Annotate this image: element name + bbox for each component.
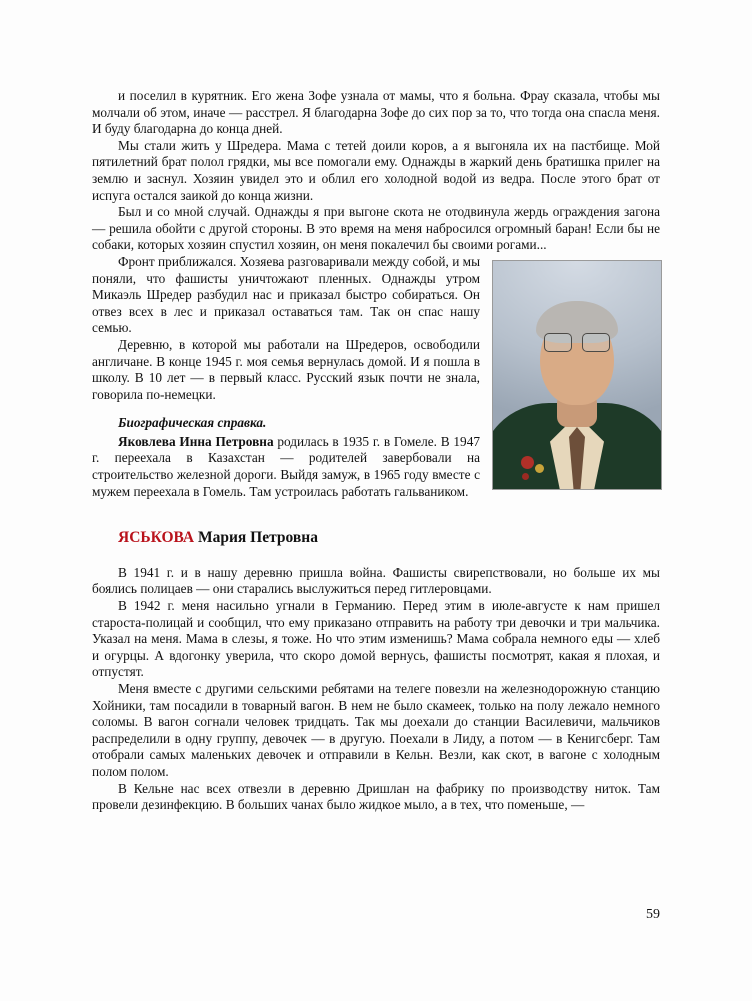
paragraph: Деревню, в которой мы работали на Шредеров, освободили англичане. В конце 1945 г. моя семья вернулась домой. И я пошла в школу. В 10 лет — в первый класс. Русский язык почти не знала, говорила по-немецки. (92, 336, 480, 402)
section-heading-given: Мария Петровна (197, 529, 318, 547)
paragraph: и поселил в курятник. Его жена Зофе узнала от мамы, что я больна. Фрау сказала, чтобы мы молчали об этом, иначе — расстрел. Я благодарна Зофе до сих пор за то, что тогда она спасла меня. И буду благодарна до конца дней. (92, 88, 660, 137)
bio-person-text: родилась в 1935 г. в Гомеле. В 1947 г. переехала в Казахстан — родителей завербовали на строительство железной дороги. Выйдя замуж, в 1965 году вместе с мужем переехала в Гомель. Там устроилась работать гальваником. (92, 433, 480, 499)
page-number: 59 (646, 907, 660, 922)
paragraph: Фронт приближался. Хозяева разговаривали между собой, и мы поняли, что фашисты уничтожают пленных. Однажды утром Микаэль Шредер разбудил нас и приказал быстро собираться. Он отвез всех в лес и приказал оставаться там. Так он спас нашу семью. (92, 253, 480, 336)
bio-person-name: Яковлева Инна Петровна (118, 433, 274, 449)
paragraph: Меня вместе с другими сельскими ребятами на телеге повезли на железнодорожную станцию Хойники, там посадили в товарный вагон. В нем не было скамеек, только на полу лежало немного соломы. В вагон согнали человек тридцать. Так мы доехали до станции Василевичи, мальчиков распределили в одну группу, девочек — в другую. Поехали в Лиду, а потом — в Кенигсберг. Там отобрали самых маленьких девочек и отправили в Кельн. Везли, как скот, в вагоне с холодным полом полом. (92, 681, 660, 779)
paragraph: Был и со мной случай. Однажды я при выгоне скота не отодвинула жердь ограждения загона — решила обойти с другой стороны. В это время на меня набросился огромный баран! Если бы не собаки, которых хозяин спустил хозяин, он меня покалечил бы своими рогами... (92, 204, 660, 253)
bio-label: Биографическая справка. (118, 415, 267, 431)
paragraph: В 1941 г. и в нашу деревню пришла война. Фашисты свирепствовали, но больше их мы боялись полицаев — они старались выслужиться перед гитлеровцами. (92, 564, 660, 597)
section-heading-surname: ЯСЬКОВА (118, 529, 195, 547)
photo-medals (521, 456, 534, 469)
paragraph: В 1942 г. меня насильно угнали в Германию. Перед этим в июле-августе к нам пришел староста-полицай и сообщил, что ему приказано отправить на работу три девочки и три мальчика. Указал на меня. Мама в слезы, я тоже. Но что этим изменишь? Мама собрала немного еды — хлеб и огурцы. А вдогонку уверила, что скоро домой вернусь, фашисты посмотрят, какая я плохая, и отпустят. (92, 598, 660, 680)
paragraph: В Кельне нас всех отвезли в деревню Дришлан на фабрику по производству ниток. Там провели дезинфекцию. В больших чанах было жидкое мыло, а в тех, что поменьше, — (92, 780, 660, 813)
portrait-photo (492, 260, 660, 488)
section-heading (92, 530, 660, 547)
glasses-icon (544, 333, 610, 351)
portrait-photo-frame (492, 260, 662, 490)
page-content (92, 88, 660, 814)
paragraph: Мы стали жить у Шредера. Мама с тетей доили коров, а я выгоняла их на пастбище. Мой пятилетний брат полол грядки, мы все помогали ему. Однажды в жаркий день братишка прилег на землю и заснул. Хозяин увидел это и облил его холодной водой из ведра. После этого брат от испуга остался заикой до конца жизни. (92, 137, 660, 203)
